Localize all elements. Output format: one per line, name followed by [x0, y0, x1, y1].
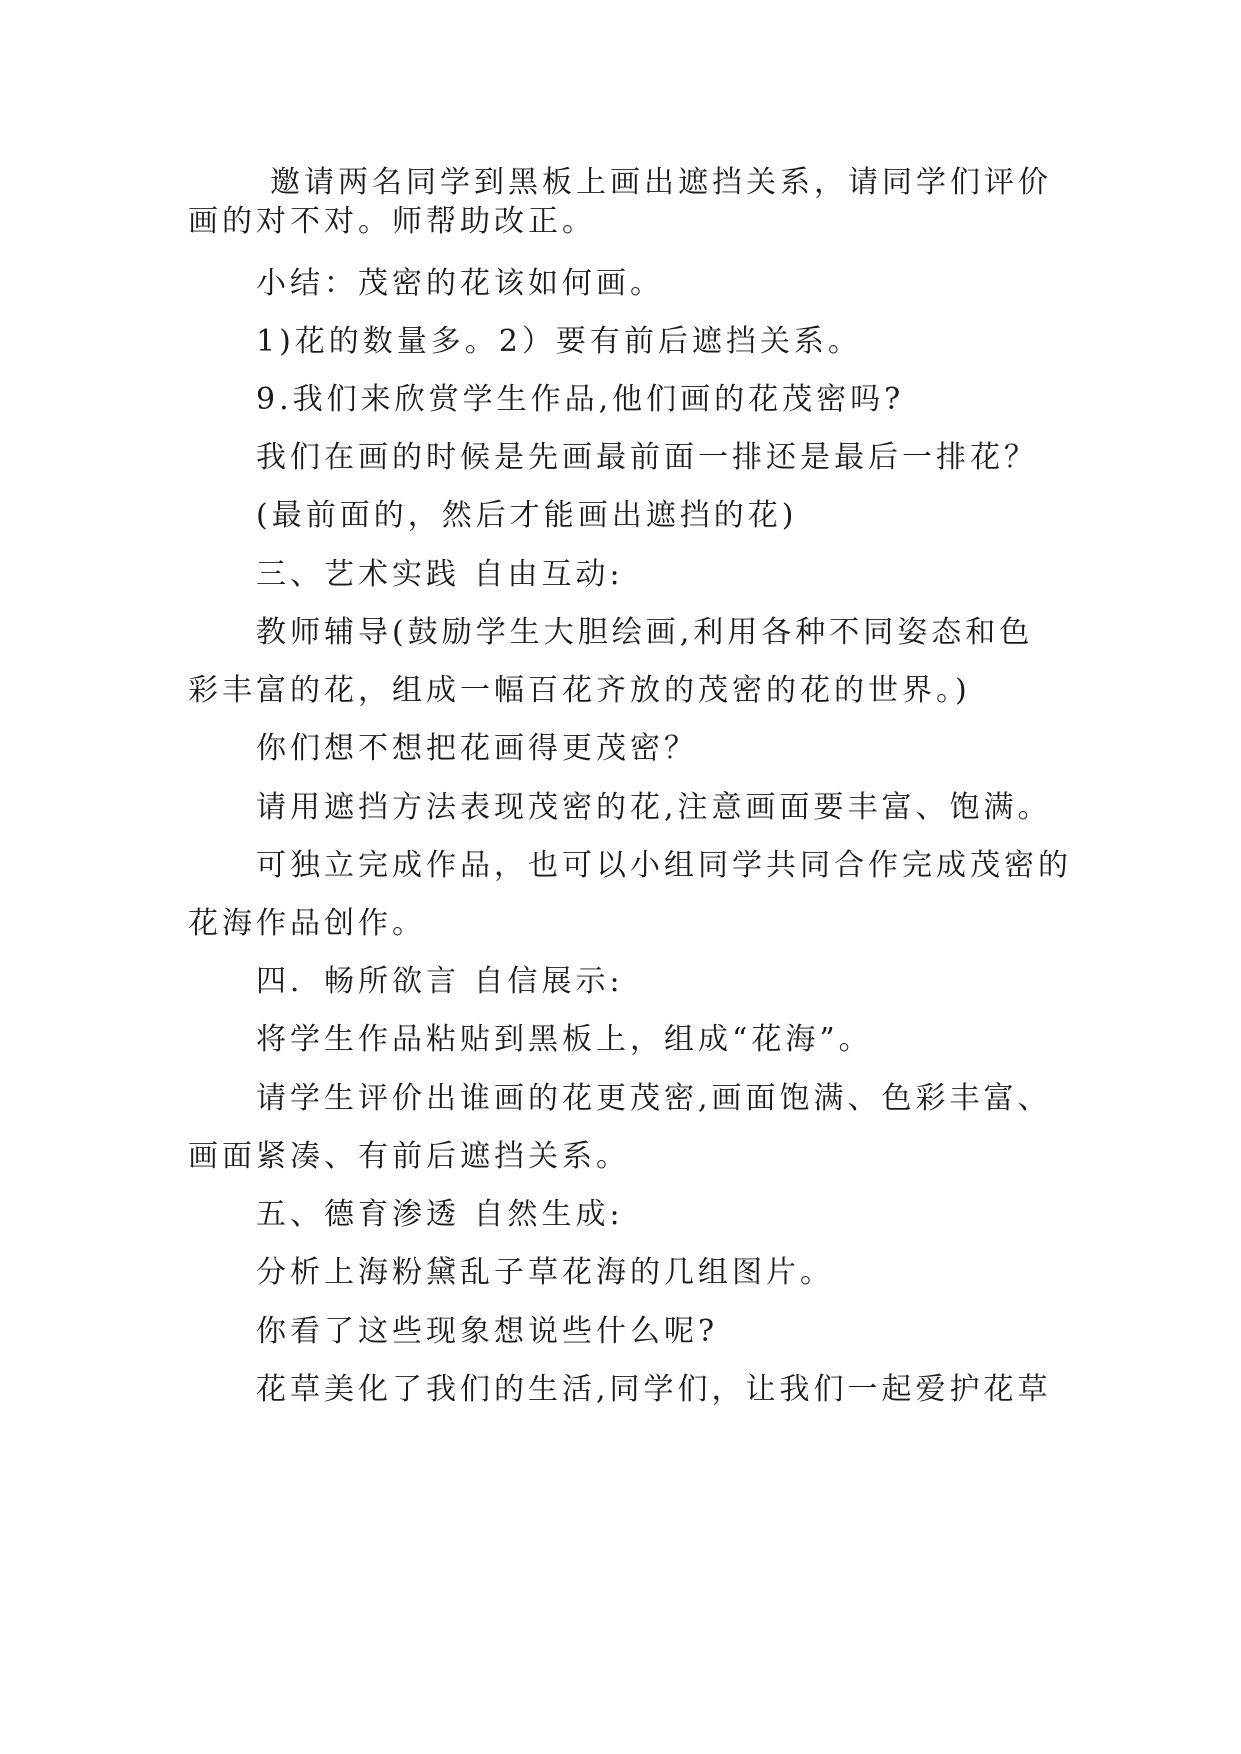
paragraph-line: 我们在画的时候是先画最前面一排还是最后一排花？	[256, 440, 1038, 475]
paragraph-line: 教师辅导(鼓励学生大胆绘画,利用各种不同姿态和色	[256, 615, 1034, 650]
paragraph-line: 请用遮挡方法表现茂密的花,注意画面要丰富、饱满。	[256, 790, 1052, 825]
paragraph-line: 画面紧凑、有前后遮挡关系。	[188, 1139, 630, 1174]
paragraph-line: 9.我们来欣赏学生作品,他们画的花茂密吗?	[256, 382, 905, 417]
paragraph-line: (最前面的，然后才能画出遮挡的花)	[256, 498, 798, 533]
paragraph-line: 花草美化了我们的生活,同学们，让我们一起爱护花草	[256, 1372, 1052, 1407]
paragraph-line: 邀请两名同学到黑板上画出遮挡关系，请同学们评价	[270, 165, 1052, 200]
paragraph-line: 花海作品创作。	[188, 906, 426, 941]
section-heading: 三、艺术实践 自由互动:	[256, 557, 624, 592]
paragraph-line: 可独立完成作品，也可以小组同学共同合作完成茂密的	[256, 848, 1072, 883]
paragraph-line: 你们想不想把花画得更茂密？	[256, 731, 698, 766]
paragraph-line: 分析上海粉黛乱子草花海的几组图片。	[256, 1255, 834, 1290]
paragraph-line: 请学生评价出谁画的花更茂密,画面饱满、色彩丰富、	[256, 1081, 1052, 1116]
paragraph-line: 你看了这些现象想说些什么呢?	[256, 1314, 719, 1349]
paragraph-line: 1)花的数量多。2）要有前后遮挡关系。	[256, 324, 862, 359]
paragraph-line: 将学生作品粘贴到黑板上，组成“花海”。	[256, 1022, 873, 1057]
section-heading: 四．畅所欲言 自信展示:	[256, 964, 624, 999]
paragraph-line: 小结：茂密的花该如何画。	[256, 266, 664, 301]
paragraph-line: 彩丰富的花，组成一幅百花齐放的茂密的花的世界。)	[188, 673, 971, 708]
paragraph-line: 画的对不对。师帮助改正。	[188, 204, 596, 239]
section-heading: 五、德育渗透 自然生成:	[256, 1197, 624, 1232]
